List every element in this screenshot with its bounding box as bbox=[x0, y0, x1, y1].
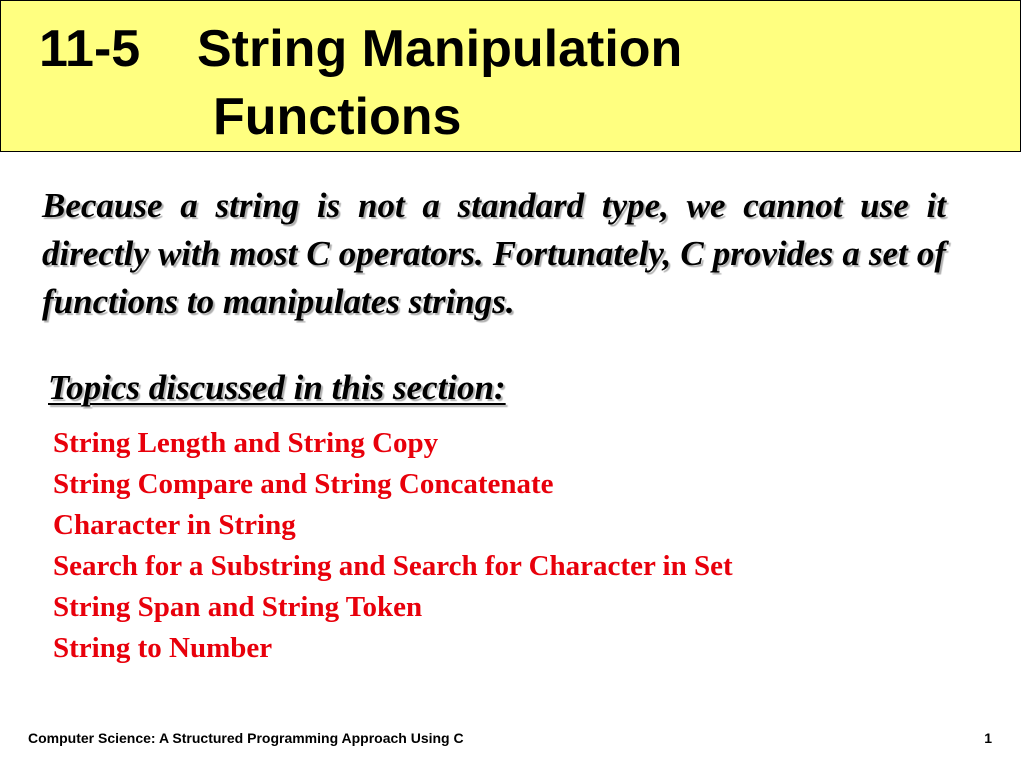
slide-title-bar bbox=[0, 0, 1021, 152]
footer-text: Computer Science: A Structured Programming Approach Using C bbox=[28, 730, 464, 746]
page-number: 1 bbox=[984, 730, 992, 746]
intro-paragraph: Because a string is not a standard type, we cannot use it directly with most C operators. Fortunately, C provides a set of functions to manipulates strings. bbox=[42, 186, 946, 321]
slide-title-line-1: String Manipulation bbox=[197, 20, 683, 78]
topic-item: Search for a Substring and Search for Character in Set bbox=[53, 550, 733, 582]
topic-item: Character in String bbox=[53, 509, 296, 541]
topic-item: String Span and String Token bbox=[53, 591, 423, 623]
topic-item: String to Number bbox=[53, 632, 273, 664]
slide-title-line-2: Functions bbox=[213, 88, 462, 146]
topics-heading: Topics discussed in this section: bbox=[48, 368, 506, 407]
topics-list bbox=[53, 423, 733, 669]
section-number: 11-5 bbox=[39, 20, 141, 78]
topic-item: String Compare and String Concatenate bbox=[53, 468, 554, 500]
topic-item: String Length and String Copy bbox=[53, 427, 439, 459]
